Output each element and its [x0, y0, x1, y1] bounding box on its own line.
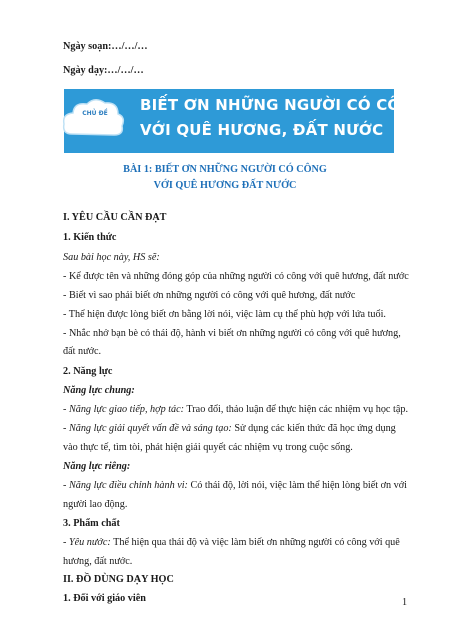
knowledge-item-3: - Thể hiện được lòng biết ơn bằng lời nói, việc làm cụ thể phù hợp với lứa tuổi. [63, 309, 386, 320]
banner-title-line2: VỚI QUÊ HƯƠNG, ĐẤT NƯỚC [140, 121, 384, 139]
date-taught: Ngày dạy:…/…/… [63, 65, 144, 76]
knowledge-item-4-cont: đất nước. [63, 346, 102, 357]
quality-text: Thể hiện qua thái độ và việc làm biết ơn những người có công với quê [110, 537, 400, 548]
subheading-competence: 2. Năng lực [63, 366, 113, 377]
quality-item-1 [63, 536, 400, 549]
general-competence-item-1 [63, 403, 408, 416]
intro-text: Sau bài học này, HS sẽ: [63, 252, 160, 263]
competence-label: - Năng lực giao tiếp, hợp tác: [63, 404, 185, 415]
specific-competence-label: Năng lực riêng: [63, 461, 131, 472]
specific-competence-item-1 [63, 479, 407, 492]
page-number: 1 [402, 597, 408, 608]
section-heading-materials: II. ĐỒ DÙNG DẠY HỌC [63, 574, 174, 585]
topic-tag: CHỦ ĐỀ [82, 110, 108, 117]
date-prepared: Ngày soạn:…/…/… [63, 41, 148, 52]
quality-item-1-cont: hương, đất nước. [63, 556, 133, 567]
knowledge-item-1: - Kể được tên và những đóng góp của những người có công với quê hương, đất nước [63, 271, 409, 282]
specific-competence-item-1-cont: người lao động. [63, 499, 128, 510]
banner-title-line1: BIẾT ƠN NHỮNG NGƯỜI CÓ CÔNG [140, 96, 426, 114]
competence-label: - Năng lực điều chỉnh hành vi: [63, 480, 188, 491]
subheading-qualities: 3. Phẩm chất [63, 518, 120, 529]
subheading-teacher: 1. Đối với giáo viên [63, 593, 146, 604]
quality-label: - Yêu nước: [63, 537, 111, 548]
topic-banner [64, 89, 426, 153]
knowledge-item-2: - Biết vì sao phải biết ơn những người có công với quê hương, đất nước [63, 290, 356, 301]
competence-text: Trao đổi, thảo luận để thực hiện các nhiệm vụ học tập. [184, 404, 408, 415]
section-heading-requirements: I. YÊU CẦU CẦN ĐẠT [63, 212, 167, 223]
general-competence-label: Năng lực chung: [63, 385, 135, 396]
general-competence-item-2 [63, 422, 396, 435]
competence-text: Có thái độ, lời nói, việc làm thể hiện lòng biết ơn với [187, 480, 407, 491]
cloud-icon [60, 94, 130, 144]
lesson-title-line2: VỚI QUÊ HƯƠNG ĐẤT NƯỚC [153, 180, 297, 191]
general-competence-item-2-cont: vào thực tế, tìm tòi, phát hiện giải quyết các nhiệm vụ trong cuộc sống. [63, 442, 353, 453]
subheading-knowledge: 1. Kiến thức [63, 232, 117, 243]
competence-label: - Năng lực giải quyết vấn đề và sáng tạo: [63, 423, 232, 434]
competence-text: Sử dụng các kiến thức đã học ứng dụng [231, 423, 396, 434]
lesson-title-line1: BÀI 1: BIẾT ƠN NHỮNG NGƯỜI CÓ CÔNG [123, 164, 327, 175]
knowledge-item-4: - Nhắc nhở bạn bè có thái độ, hành vi biết ơn những người có công với quê hương, [63, 328, 401, 339]
